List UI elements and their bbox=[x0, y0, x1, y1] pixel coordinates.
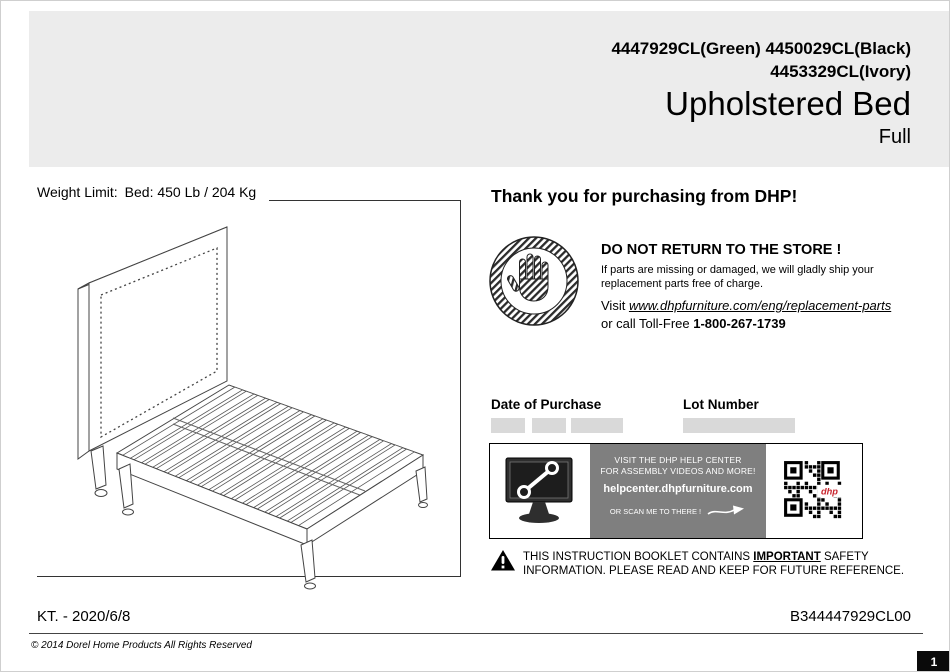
do-not-return-body-line1: If parts are missing or damaged, we will gladly ship your bbox=[601, 264, 874, 276]
warning-line1 bbox=[523, 550, 913, 564]
page-title: Upholstered Bed bbox=[665, 85, 911, 122]
model-numbers-line1: 4447929CL(Green) 4450029CL(Black) bbox=[611, 39, 911, 58]
part-code: B344447929CL00 bbox=[790, 608, 911, 625]
warning-post: SAFETY bbox=[820, 551, 869, 563]
bed-illustration bbox=[31, 213, 461, 598]
weight-limit-value: Bed: 450 Lb / 204 Kg bbox=[124, 184, 257, 200]
lot-number-label: Lot Number bbox=[683, 397, 759, 412]
visit-prefix: Visit bbox=[601, 298, 629, 313]
warning-line2: INFORMATION. PLEASE READ AND KEEP FOR FUTURE REFERENCE. bbox=[523, 565, 905, 577]
do-not-return-body-line2: replacement parts free of charge. bbox=[601, 278, 764, 290]
page-number-badge bbox=[917, 651, 950, 672]
banner-monitor-panel bbox=[490, 444, 590, 538]
model-numbers-line2: 4453329CL(Ivory) bbox=[770, 62, 911, 81]
scan-me-label: OR SCAN ME TO THERE ! bbox=[609, 506, 702, 516]
callout-line-top bbox=[269, 200, 461, 201]
revision-date: KT. - 2020/6/8 bbox=[37, 608, 131, 625]
banner-line2: FOR ASSEMBLY VIDEOS AND MORE! bbox=[600, 466, 756, 476]
dhp-logo-text: dhp bbox=[820, 486, 838, 497]
scan-arrow-icon bbox=[706, 504, 746, 518]
warning-important: IMPORTANT bbox=[753, 551, 821, 563]
do-not-return-block bbox=[601, 242, 919, 331]
footer-divider bbox=[29, 633, 923, 634]
page-number: 1 bbox=[930, 655, 938, 669]
header-band bbox=[29, 11, 949, 167]
do-not-return-hand-icon bbox=[488, 235, 580, 327]
help-center-banner bbox=[489, 443, 863, 539]
call-prefix: or call Toll-Free bbox=[601, 316, 694, 331]
date-of-purchase-box-3 bbox=[571, 418, 623, 433]
date-of-purchase-label: Date of Purchase bbox=[491, 397, 602, 412]
banner-text-panel bbox=[590, 444, 766, 538]
toll-free-number: 1-800-267-1739 bbox=[693, 316, 786, 331]
warning-triangle-icon bbox=[490, 549, 516, 572]
bed-size-label: Full bbox=[878, 126, 911, 148]
do-not-return-title: DO NOT RETURN TO THE STORE ! bbox=[601, 242, 842, 258]
date-of-purchase-box-2 bbox=[532, 418, 566, 433]
banner-qr-panel bbox=[766, 444, 862, 538]
warning-pre: THIS INSTRUCTION BOOKLET CONTAINS bbox=[523, 551, 754, 563]
weight-limit-label: Weight Limit: bbox=[37, 184, 118, 200]
date-of-purchase-box-1 bbox=[491, 418, 525, 433]
replacement-parts-link[interactable]: www.dhpfurniture.com/eng/replacement-parts bbox=[628, 298, 892, 313]
toll-free-line bbox=[601, 316, 919, 331]
safety-warning-text bbox=[523, 550, 913, 578]
banner-scan-row bbox=[596, 504, 760, 518]
thank-you-heading: Thank you for purchasing from DHP! bbox=[491, 186, 798, 206]
monitor-wrench-icon bbox=[498, 452, 582, 530]
replacement-parts-line bbox=[601, 298, 919, 313]
qr-code bbox=[782, 459, 846, 523]
copyright-text: © 2014 Dorel Home Products All Rights Reserved bbox=[31, 640, 252, 651]
help-center-url[interactable]: helpcenter.dhpfurniture.com bbox=[603, 483, 753, 495]
lot-number-box bbox=[683, 418, 795, 433]
banner-line1: VISIT THE DHP HELP CENTER bbox=[614, 455, 742, 465]
weight-limit-row bbox=[37, 184, 256, 200]
